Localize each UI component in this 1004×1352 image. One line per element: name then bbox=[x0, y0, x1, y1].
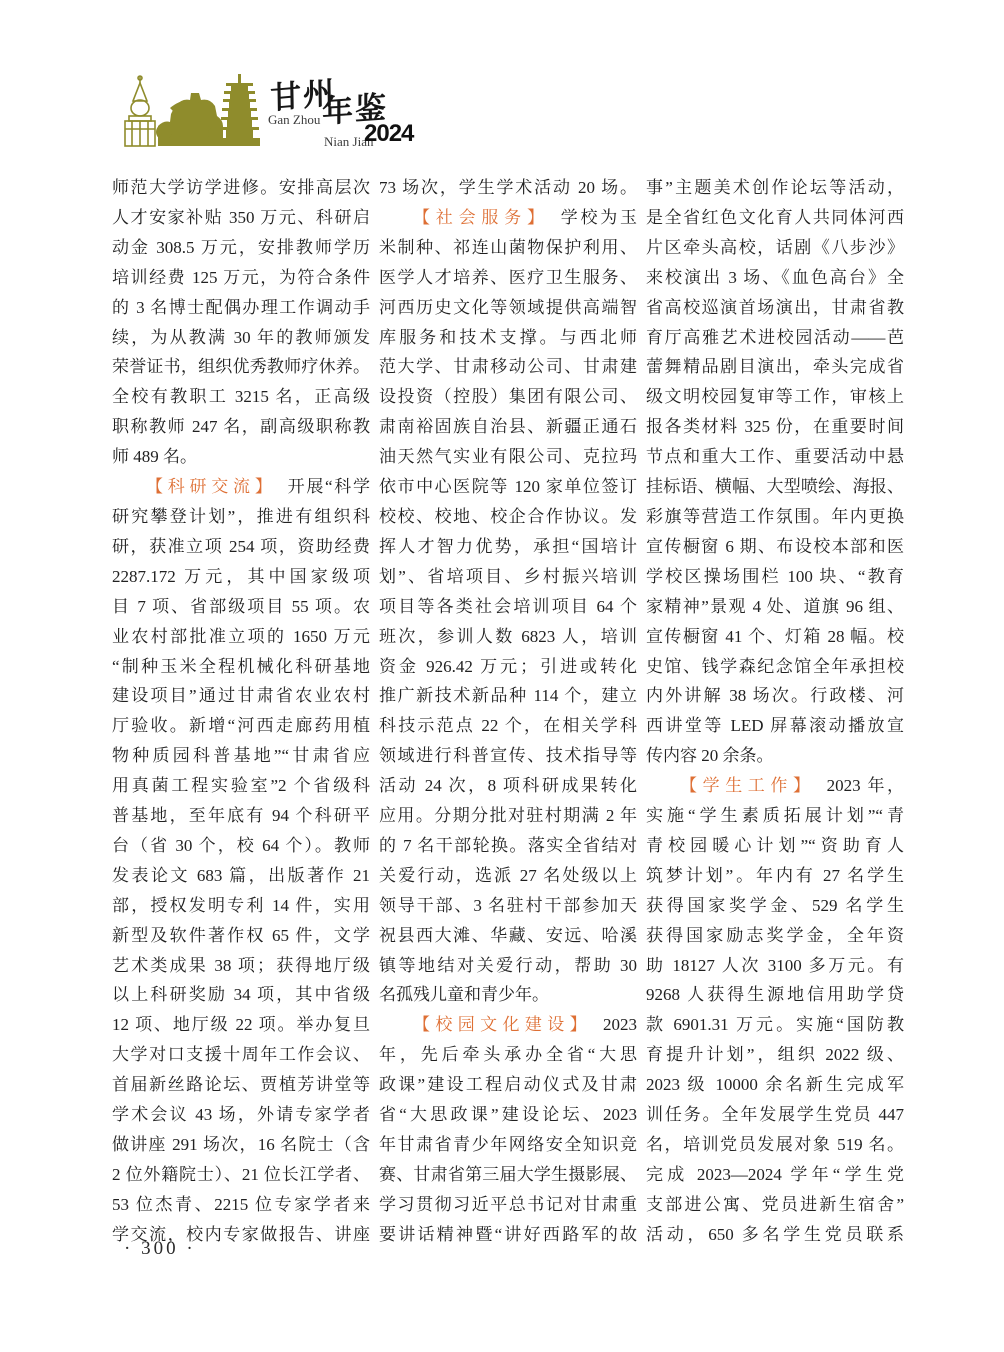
text-line: 做讲座 291 场次，16 名院士（含 bbox=[112, 1135, 370, 1154]
text-line: 业农村部批准立项的 1650 万元 bbox=[112, 626, 370, 646]
text-line: 报各类材料 325 份，在重要时间 bbox=[646, 417, 904, 437]
text-line: 片区牵头高校，话剧《八步沙》 bbox=[646, 237, 904, 257]
text-line: 蕾舞精品剧目演出，牵头完成省 bbox=[646, 357, 904, 377]
text-line: 镇等地结对关爱行动，帮助 30 bbox=[379, 955, 637, 975]
text-line: 来校演出 3 场、《血色高台》全 bbox=[646, 267, 904, 287]
text-line: 领导干部、3 名驻村干部参加天 bbox=[379, 895, 637, 915]
text-line: 名孤残儿童和青少年。 bbox=[379, 985, 549, 1005]
text-line: 科技示范点 22 个，在相关学科 bbox=[379, 716, 637, 736]
text-line: 肃南裕固族自治县、新疆正通石 bbox=[379, 417, 637, 437]
text-line: 传内容 20 余条。 bbox=[646, 746, 774, 766]
text-line: 资金 926.42 万元；引进或转化 bbox=[379, 656, 637, 676]
text-line: 厅验收。新增“河西走廊药用植 bbox=[112, 716, 370, 736]
text-line: 应用。分期分批对驻村期满 2 年 bbox=[379, 806, 637, 826]
text-line: 首届新丝路论坛、贾植芳讲堂等 bbox=[112, 1075, 370, 1095]
text-line: 史馆、钱学森纪念馆全年承担校 bbox=[646, 656, 904, 676]
text-column-2 bbox=[379, 173, 637, 1250]
text-line: 发表论文 683 篇，出版著作 21 bbox=[112, 865, 370, 885]
text-line: 研，获准立项 254 项，资助经费 bbox=[112, 536, 370, 556]
text-line: 人才安家补贴 350 万元、科研启 bbox=[112, 207, 370, 227]
text-line: 划”、省培项目、乡村振兴培训 bbox=[379, 566, 637, 586]
text-line: 青校园暖心计划”“资助育人 bbox=[646, 835, 904, 855]
section-heading-line bbox=[646, 771, 904, 801]
page-number: · 300 · bbox=[124, 1238, 196, 1259]
text-column-3 bbox=[646, 173, 904, 1250]
text-line: 育厅高雅艺术进校园活动——芭 bbox=[646, 327, 904, 347]
text-line: 培训经费 125 万元，为符合条件 bbox=[112, 267, 370, 287]
text-line: 学校区操场围栏 100 块、“教育 bbox=[646, 566, 904, 586]
text-line: 年，先后牵头承办全省“大思 bbox=[379, 1045, 637, 1065]
text-line: 省高校巡演首场演出，甘肃省教 bbox=[646, 297, 904, 317]
text-line: 西讲堂等 LED 屏幕滚动播放宣 bbox=[646, 716, 904, 736]
text-line: 米制种、祁连山菌物保护利用、 bbox=[379, 237, 637, 257]
section-heading-line bbox=[379, 1010, 637, 1040]
text-line: 动金 308.5 万元，安排教师学历 bbox=[112, 237, 370, 257]
text-line: 学交流，校内专家做报告、讲座 bbox=[112, 1224, 370, 1244]
text-line: 宣传橱窗 41 个、灯箱 28 幅。校 bbox=[646, 626, 904, 646]
section-heading-line bbox=[112, 472, 370, 502]
section-lead-text: 开展“科学 bbox=[287, 477, 370, 497]
text-line: 家精神”景观 4 处、道旗 96 组、 bbox=[646, 596, 904, 616]
section-label: 【社会服务】 bbox=[413, 207, 550, 227]
section-lead-text: 2023 年， bbox=[826, 776, 904, 796]
logo-title-ganzhou: 甘州 bbox=[269, 75, 337, 116]
text-line: 油天然气实业有限公司、克拉玛 bbox=[379, 447, 637, 467]
text-line: 的 7 名干部轮换。落实全省结对 bbox=[379, 835, 637, 855]
text-line: 全校有教职工 3215 名，正高级 bbox=[112, 387, 370, 407]
text-line: 政课”建设工程启动仪式及甘肃 bbox=[379, 1075, 637, 1095]
text-line: 荣誉证书，组织优秀教师疗休养。 bbox=[112, 357, 370, 377]
text-line: 训任务。全年发展学生党员 447 bbox=[646, 1105, 904, 1125]
text-line: 河西历史文化等领域提供高端智 bbox=[379, 297, 637, 317]
text-line: 节点和重大工作、重要活动中悬 bbox=[646, 447, 904, 467]
logo-subtitle-nianjian: Nian Jian bbox=[324, 134, 374, 149]
article-columns bbox=[112, 173, 904, 1250]
text-line: 续，为从教满 30 年的教师颁发 bbox=[112, 327, 370, 347]
text-line: 普基地，至年底有 94 个科研平 bbox=[112, 806, 370, 826]
text-line: 学术会议 43 场，外请专家学者 bbox=[112, 1105, 370, 1125]
text-line: 部，授权发明专利 14 件，实用 bbox=[112, 895, 370, 915]
text-line: 12 项、地厅级 22 项。举办复旦 bbox=[112, 1015, 370, 1035]
section-lead-text: 2023 bbox=[603, 1015, 637, 1035]
text-line: 活动 24 次，8 项科研成果转化 bbox=[379, 776, 637, 796]
text-line: 关爱行动，选派 27 名处级以上 bbox=[379, 865, 637, 885]
text-line: 活动，650 多名学生党员联系 bbox=[646, 1224, 904, 1244]
text-line: 班次，参训人数 6823 人，培训 bbox=[379, 626, 637, 646]
text-line: 彩旗等营造工作氛围。年内更换 bbox=[646, 506, 904, 526]
text-line: 以上科研奖励 34 项，其中省级 bbox=[112, 985, 370, 1005]
text-line: 宣传橱窗 6 期、布设校本部和医 bbox=[646, 536, 904, 556]
text-line: 获得国家励志奖学金，全年资 bbox=[646, 925, 904, 945]
text-line: 筑梦计划”。年内有 27 名学生 bbox=[646, 865, 904, 885]
text-line: 名，培训党员发展对象 519 名。 bbox=[646, 1135, 904, 1154]
text-line: 物种质园科普基地”“甘肃省应 bbox=[112, 746, 370, 766]
skyline-illustration bbox=[118, 74, 260, 150]
text-line: 师 489 名。 bbox=[112, 447, 197, 467]
text-line: 用真菌工程实验室”2 个省级科 bbox=[112, 776, 370, 796]
logo-year: 2024 bbox=[364, 120, 414, 147]
text-line: 级文明校园复审等工作，审核上 bbox=[646, 387, 904, 407]
text-line: 完成 2023—2024 学年“学生党 bbox=[646, 1164, 904, 1184]
text-line: 祝县西大滩、华藏、安远、哈溪 bbox=[379, 925, 637, 945]
text-line: 支部进公寓、党员进新生宿舍” bbox=[646, 1194, 904, 1214]
text-line: 师范大学访学进修。安排高层次 bbox=[112, 178, 370, 197]
text-line: 挂标语、横幅、大型喷绘、海报、 bbox=[646, 477, 904, 497]
text-line: 53 位杰青、2215 位专家学者来 bbox=[112, 1194, 370, 1214]
text-line: 艺术类成果 38 项；获得地厅级 bbox=[112, 955, 370, 975]
text-line: 内外讲解 38 场次。行政楼、河 bbox=[646, 686, 904, 706]
section-lead-text: 学校为玉 bbox=[560, 207, 637, 227]
text-line: 目 7 项、省部级项目 55 项。农 bbox=[112, 596, 370, 616]
text-line: 研究攀登计划”，推进有组织科 bbox=[112, 506, 370, 526]
text-line: 是全省红色文化育人共同体河西 bbox=[646, 207, 904, 227]
text-line: 助 18127 人次 3100 多万元。有 bbox=[646, 955, 904, 975]
text-line: 2 位外籍院士）、21 位长江学者、 bbox=[112, 1164, 370, 1184]
text-line: 实施“学生素质拓展计划”“青 bbox=[646, 806, 904, 826]
text-line: 库服务和技术支撑。与西北师 bbox=[379, 327, 637, 347]
section-label: 【校园文化建设】 bbox=[413, 1015, 592, 1035]
logo-title-nianjian: 年鉴 bbox=[322, 89, 388, 130]
text-line: 赛、甘肃省第三届大学生摄影展、 bbox=[379, 1164, 637, 1184]
text-line: 医学人才培养、医疗卫生服务、 bbox=[379, 267, 637, 287]
section-label: 【学生工作】 bbox=[680, 776, 816, 796]
text-line: 2023 级 10000 余名新生完成军 bbox=[646, 1075, 904, 1095]
text-line: 73 场次，学生学术活动 20 场。 bbox=[379, 178, 637, 197]
text-line: 款 6901.31 万元。实施“国防教 bbox=[646, 1015, 904, 1035]
text-line: 省“大思政课”建设论坛、2023 bbox=[379, 1105, 637, 1125]
text-line: 台（省 30 个，校 64 个）。教师 bbox=[112, 835, 370, 855]
text-line: 要讲话精神暨“讲好西路军的故 bbox=[379, 1224, 637, 1244]
text-line: 年甘肃省青少年网络安全知识竞 bbox=[379, 1135, 637, 1154]
logo-subtitle-ganzhou: Gan Zhou bbox=[268, 112, 321, 127]
logotype bbox=[268, 74, 418, 152]
text-line: 事”主题美术创作论坛等活动， bbox=[646, 178, 904, 197]
section-label: 【科研交流】 bbox=[146, 477, 277, 497]
text-line: 职称教师 247 名，副高级职称教 bbox=[112, 417, 370, 437]
masthead bbox=[118, 74, 418, 152]
text-line: 校校、校地、校企合作协议。发 bbox=[379, 506, 637, 526]
text-line: 范大学、甘肃移动公司、甘肃建 bbox=[379, 357, 637, 377]
text-line: 9268 人获得生源地信用助学贷 bbox=[646, 985, 904, 1005]
text-line: 建设项目”通过甘肃省农业农村 bbox=[112, 686, 370, 706]
text-line: 挥人才智力优势，承担“国培计 bbox=[379, 536, 637, 556]
text-line: 推广新技术新品种 114 个，建立 bbox=[379, 686, 637, 706]
text-line: 2287.172 万元，其中国家级项 bbox=[112, 566, 370, 586]
text-line: 的 3 名博士配偶办理工作调动手 bbox=[112, 297, 370, 317]
text-line: 大学对口支援十周年工作会议、 bbox=[112, 1045, 370, 1065]
text-line: “制种玉米全程机械化科研基地 bbox=[112, 656, 370, 676]
text-line: 依市中心医院等 120 家单位签订 bbox=[379, 477, 637, 497]
text-line: 领域进行科普宣传、技术指导等 bbox=[379, 746, 637, 766]
text-line: 育提升计划”，组织 2022 级、 bbox=[646, 1045, 904, 1065]
section-heading-line bbox=[379, 203, 637, 233]
text-column-1 bbox=[112, 173, 370, 1250]
text-line: 学习贯彻习近平总书记对甘肃重 bbox=[379, 1194, 637, 1214]
text-line: 新型及软件著作权 65 件，文学 bbox=[112, 925, 370, 945]
text-line: 获得国家奖学金、529 名学生 bbox=[646, 895, 904, 915]
text-line: 项目等各类社会培训项目 64 个 bbox=[379, 596, 637, 616]
text-line: 设投资（控股）集团有限公司、 bbox=[379, 387, 637, 407]
